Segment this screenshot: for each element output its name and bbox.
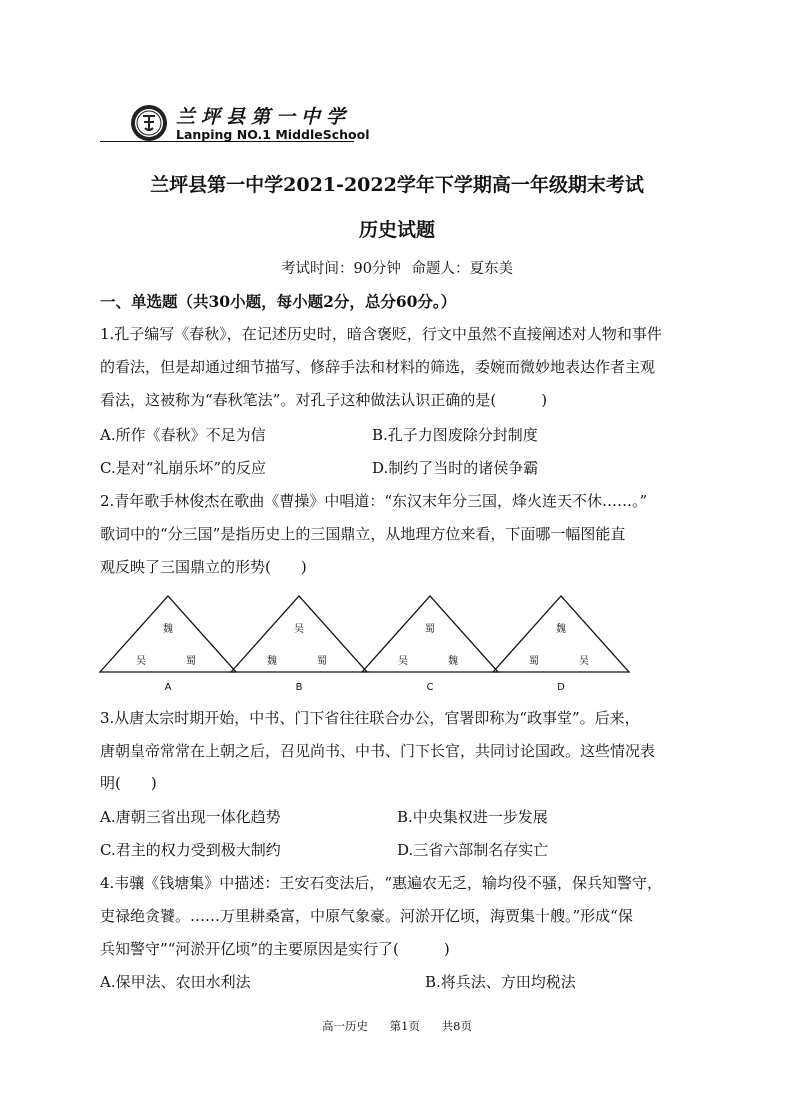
exam-author: 命题人：夏东美 bbox=[411, 261, 514, 277]
question-4-option-b[interactable]: B.将兵法、方田均税法 bbox=[425, 973, 576, 991]
question-3-option-c[interactable]: C.君主的权力受到极大制约 bbox=[100, 841, 281, 859]
exam-title: 兰坪县第一中学2021-2022学年下学期高一年级期末考试 bbox=[150, 174, 644, 196]
exam-meta bbox=[0, 257, 794, 278]
footer-page: 第1页 bbox=[389, 1019, 420, 1033]
question-1-option-c[interactable]: C.是对“礼崩乐坏”的反应 bbox=[100, 459, 267, 477]
triangle-b-right-label: 蜀 bbox=[317, 656, 327, 667]
triangle-a-caption: A bbox=[164, 682, 172, 693]
triangle-c-top-label: 蜀 bbox=[425, 624, 435, 635]
question-3-option-b[interactable]: B.中央集权进一步发展 bbox=[397, 808, 548, 826]
question-3-line-3: 明( ) bbox=[100, 774, 157, 792]
three-kingdoms-diagram bbox=[96, 594, 696, 698]
exam-time: 考试时间：90分钟 bbox=[280, 261, 401, 277]
triangle-b-caption: B bbox=[295, 682, 303, 693]
question-2-line-1: 2.青年歌手林俊杰在歌曲《曹操》中唱道：“东汉末年分三国，烽火连天不休……。” bbox=[100, 492, 648, 510]
footer-total: 共8页 bbox=[441, 1019, 472, 1033]
exam-subtitle: 历史试题 bbox=[358, 219, 435, 241]
question-3-option-d[interactable]: D.三省六部制名存实亡 bbox=[397, 841, 549, 859]
question-4-line-3: 兵知警守”“河淤开亿顷”的主要原因是实行了( ) bbox=[100, 940, 450, 958]
question-1-line-2: 的看法，但是却通过细节描写、修辞手法和材料的筛选，委婉而微妙地表达作者主观 bbox=[100, 358, 656, 376]
question-1-line-1: 1.孔子编写《春秋》，在记述历史时，暗含褒贬，行文中虽然不直接阐述对人物和事件 bbox=[100, 325, 662, 343]
triangle-a-right-label: 蜀 bbox=[186, 656, 196, 667]
question-3-line-1: 3.从唐太宗时期开始，中书、门下省往往联合办公，官署即称为“政事堂”。后来， bbox=[100, 709, 640, 727]
school-name-cn: 兰坪县第一中学 bbox=[176, 106, 352, 128]
question-3-option-a[interactable]: A.唐朝三省出现一体化趋势 bbox=[100, 808, 281, 826]
section-heading: 一、单选题（共30小题，每小题2分，总分60分。） bbox=[100, 292, 457, 311]
school-name-en: Lanping NO.1 MiddleSchool bbox=[176, 127, 370, 142]
question-4-option-a[interactable]: A.保甲法、农田水利法 bbox=[100, 973, 251, 991]
question-4-line-1: 4.韦骧《钱塘集》中描述：王安石变法后，“惠遍农无乏，输均役不骚，保兵知警守， bbox=[100, 874, 662, 892]
triangle-c-right-label: 魏 bbox=[448, 656, 458, 667]
page-footer bbox=[0, 1018, 794, 1034]
triangle-a-top-label: 魏 bbox=[163, 624, 173, 635]
triangle-d-caption: D bbox=[557, 682, 565, 693]
question-1-line-3: 看法，这被称为“春秋笔法”。对孔子这种做法认识正确的是( ) bbox=[100, 391, 548, 409]
question-2-line-3: 观反映了三国鼎立的形势( ) bbox=[100, 558, 307, 576]
question-3-line-2: 唐朝皇帝常常在上朝之后，召见尚书、中书、门下长官，共同讨论国政。这些情况表 bbox=[100, 742, 656, 760]
triangle-d-top-label: 魏 bbox=[556, 624, 566, 635]
triangle-b-top-label: 吴 bbox=[294, 624, 304, 635]
school-seal-icon bbox=[130, 104, 168, 142]
triangle-d-left-label: 蜀 bbox=[529, 656, 539, 667]
triangle-c-caption: C bbox=[426, 682, 434, 693]
question-1-option-d[interactable]: D.制约了当时的诸侯争霸 bbox=[372, 459, 539, 477]
question-2-line-2: 歌词中的“分三国”是指历史上的三国鼎立，从地理方位来看，下面哪一幅图能直 bbox=[100, 525, 626, 543]
question-1-option-a[interactable]: A.所作《春秋》不足为信 bbox=[100, 426, 266, 444]
triangle-c-left-label: 吴 bbox=[398, 656, 408, 667]
question-1-option-b[interactable]: B.孔子力图废除分封制度 bbox=[372, 426, 538, 444]
question-4-line-2: 吏禄绝贪饕。……万里耕桑富，中原气象豪。河淤开亿顷，海贾集十艘。”形成“保 bbox=[100, 907, 633, 925]
triangle-d-right-label: 吴 bbox=[579, 656, 589, 667]
triangle-b-left-label: 魏 bbox=[267, 656, 277, 667]
footer-subject: 高一历史 bbox=[322, 1019, 369, 1033]
header-rule bbox=[100, 141, 354, 142]
triangle-a-left-label: 吴 bbox=[136, 656, 146, 667]
